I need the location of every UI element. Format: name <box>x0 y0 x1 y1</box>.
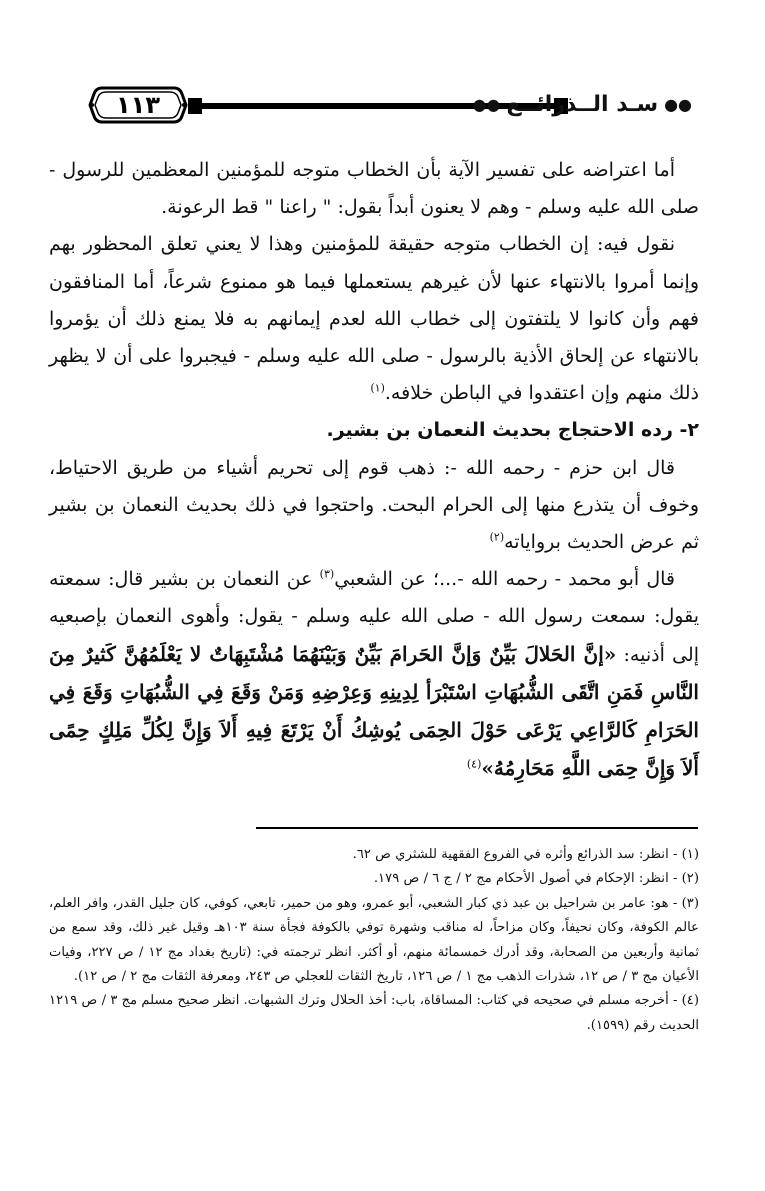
paragraph-4: قال أبو محمد - رحمه الله -...؛ عن الشعبي$^{(٣)}$ عن النعمان بن بشير قال: سمعته يقول: سمعت رسول الله - صلى الله عليه وسلم - يقول: وأهوى النعمان بإصبعيه إلى أذنيه: «إنَّ الحَلالَ بَيِّنٌ وَإنَّ الحَرامَ بَيِّنٌ وَبَيْنَهُمَا مُشْتَبِهَاتٌ لا يَعْلَمُهُنَّ كَثيرٌ مِنَ النَّاسِ فَمَنِ اتَّقَى الشُّبُهَاتِ اسْتَبْرَأ لِدِينِهِ وَعِرْضِهِ وَمَنْ وَقَعَ فِي الشُّبُهَاتِ وَقَعَ فِي الحَرَامِ كَالرَّاعِي يَرْعَى حَوْلَ الحِمَى يُوشِكُ أَنْ يَرْتَعَ فِيهِ أَلاَ وَإِنَّ لِكُلِّ مَلِكٍ حِمًى أَلاَ وَإِنَّ حِمَى اللَّهِ مَحَارِمُهُ»$^{(٤)}$ <box>49 567 699 781</box>
footnote-separator <box>256 827 698 829</box>
paragraph-2: نقول فيه: إن الخطاب متوجه حقيقة للمؤمنين وهذا لا يعني تعلق المحظور بهم وإنما أمروا بالانتهاء عنها لأن غيرهم يستعملها فيما هو ممنوع شرعاً، أما المنافقون فهم وأن كانوا لا يلتفتون إلى خطاب الله لعدم إيمانهم به فلا يمنع ذلك أن يؤمروا بالانتهاء عن إلحاق الأذية بالرسول - صلى الله عليه وسلم - فيجبروا على أن لا يظهر ذلك منهم وإن اعتقدوا في الباطن خلافه.$^{(١)}$ <box>49 233 700 405</box>
footnote-ref-3[interactable]: (٣) <box>319 567 335 581</box>
footnote-3: (٣) - هو: عامر بن شراحيل بن عبد ذي كبار الشعبي، أبو عمرو، وهو من حمير، تابعي، كوفي، كان جليل القدر، وافر العلم، عالم الكوفة، وكان نحيفاً، وكان مزاحاً، له مناقب وشهرة توفي بالكوفة فجأة سنة ١٠٣هـ وقيل غير ذلك، وقد سمع من ثمانية وأربعين من الصحابة، وقد أدرك خمسمائة منهم، أو أكثر. انظر ترجمته في: (تاريخ بغداد مج ١٢ / ص ٢٢٧، وفيات الأعيان مج ٣ / ص ١٢، شذرات الذهب مج ١ / ص ١٢٦، تاريخ الثقات للعجلي ص ٢٤٣، ومعرفة الثقات مج ٢ / ص ١٢). <box>49 895 699 985</box>
paragraph-3: قال ابن حزم - رحمه الله -: ذهب قوم إلى تحريم أشياء من طريق الاحتياط، وخوف أن يتذرع منها إلى الحرام البحت. واحتجوا في ذلك بحديث النعمان بن بشير ثم عرض الحديث برواياته$^{(٢)}$ <box>49 456 699 554</box>
dots-ornament-icon: ●● <box>664 95 692 114</box>
footnote-ref-1[interactable]: (١) <box>370 381 385 395</box>
page-number-badge <box>88 82 188 128</box>
footnote-ref-2[interactable]: (٢) <box>489 530 505 544</box>
running-title-text: سـد الــذرائــع <box>506 92 659 117</box>
footnote-1: (١) - انظر: سد الذرائع وأثره في الفروع الفقهية للشثري ص ٦٢. <box>352 847 699 862</box>
hadith-quote: «إنَّ الحَلالَ بَيِّنٌ وَإنَّ الحَرامَ بَيِّنٌ وَبَيْنَهُمَا مُشْتَبِهَاتٌ لا يَعْلَمُهُنَّ كَثيرٌ مِنَ النَّاسِ فَمَنِ اتَّقَى الشُّبُهَاتِ اسْتَبْرَأ لِدِينِهِ وَعِرْضِهِ وَمَنْ وَقَعَ فِي الشُّبُهَاتِ وَقَعَ فِي الحَرَامِ كَالرَّاعِي يَرْعَى حَوْلَ الحِمَى يُوشِكُ أَنْ يَرْتَعَ فِيهِ أَلاَ وَإِنَّ لِكُلِّ مَلِكٍ حِمًى أَلاَ وَإِنَّ حِمَى اللَّهِ مَحَارِمُهُ» <box>49 641 699 781</box>
running-title <box>467 88 698 122</box>
main-text <box>49 152 699 788</box>
page-header <box>88 82 698 130</box>
section-heading: ٢- رده الاحتجاج بحديث النعمان بن بشير. <box>326 419 699 442</box>
dots-ornament-icon: ●● <box>472 95 501 114</box>
footnotes <box>49 843 699 1038</box>
footnote-ref-4[interactable]: (٤) <box>466 757 482 771</box>
paragraph-1: أما اعتراضه على تفسير الآية بأن الخطاب متوجه للمؤمنين المعظمين للرسول - صلى الله عليه وسلم - وهم لا يعنون أبداً بقول: " راعنا " قط الرعونة. <box>49 159 699 219</box>
footnote-4: (٤) - أخرجه مسلم في صحيحه في كتاب: المساقاة، باب: أخذ الحلال وترك الشبهات. انظر صحيح مسلم مج ٣ / ص ١٢١٩ الحديث رقم (١٥٩٩). <box>49 993 699 1033</box>
page-number: ١١٣ <box>116 91 160 119</box>
footnote-2: (٢) - انظر: الإحكام في أصول الأحكام مج ٢ / ج ٦ / ص ١٧٩. <box>373 871 699 887</box>
